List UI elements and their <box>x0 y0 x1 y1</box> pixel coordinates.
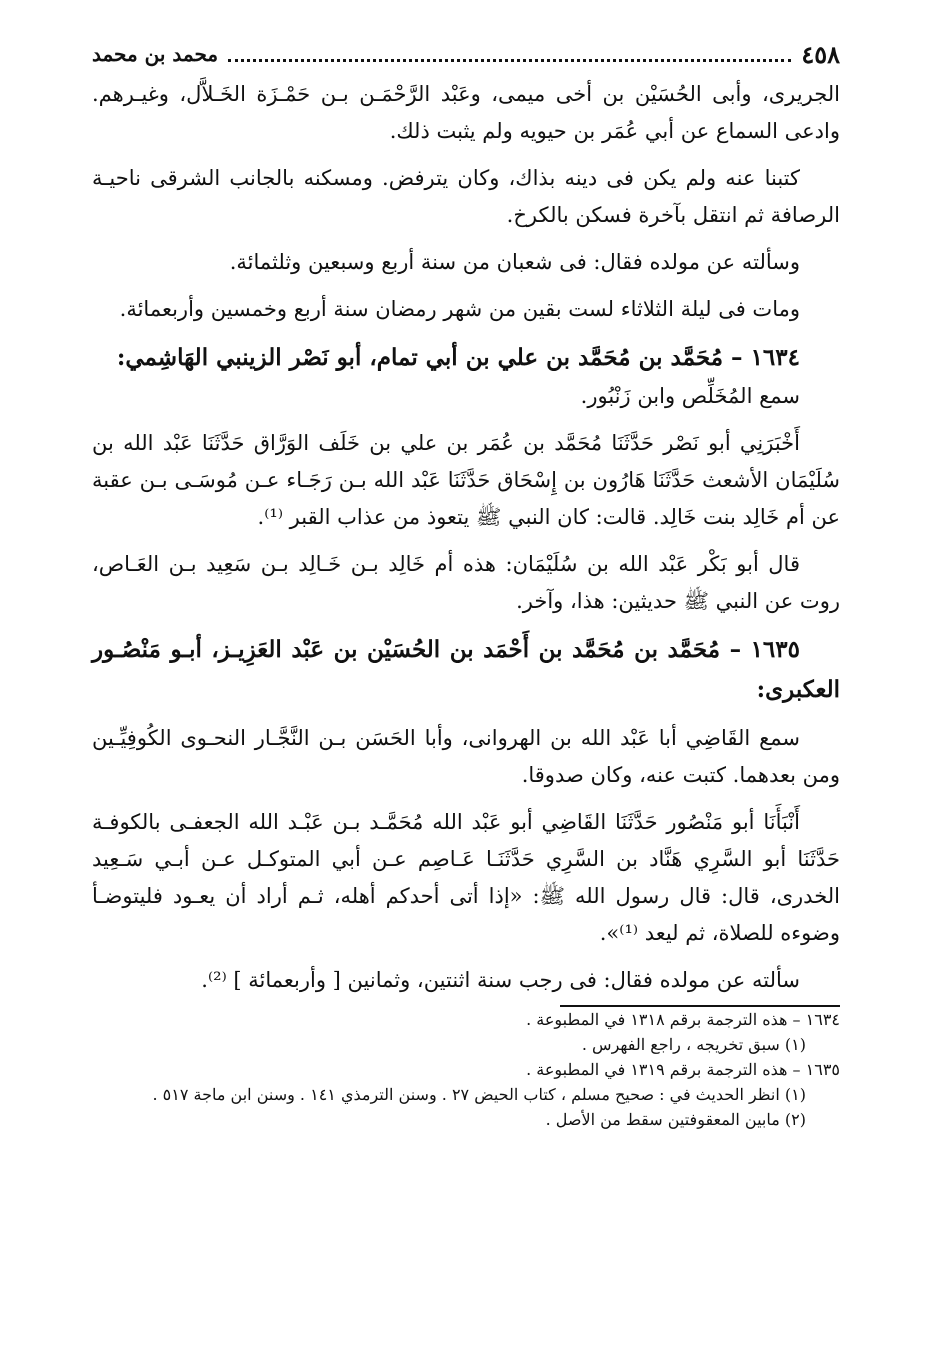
paragraph: أَخْبَرَنِي أبو نَصْر حَدَّثَنَا مُحَمَّد بن عُمَر بن علي بن خَلَف الوَرَّاق حَدَّثَنَا عَبْد الله بن سُلَيْمَان الأشعث حَدَّثَنَا هَارُون بن إِسْحَاق حَدَّثَنَا عَبْد الله بـن رَجَـاء عـن مُوسَـى بـن عقبة عن أم خَالِد بنت خَالِد. قالت: كان النبي ﷺ يتعوذ من عذاب القبر ⁽¹⁾. <box>92 431 840 529</box>
footnote: (١) انظر الحديث في : صحيح مسلم ، كتاب الحيض ٢٧ . وسنن الترمذي ١٤١ . وسنن ابن ماجة ٥١٧ . <box>152 1085 806 1104</box>
footnotes <box>92 1007 840 1132</box>
paragraph: وسألته عن مولده فقال: فى شعبان من سنة أربع وسبعين وثلثمائة. <box>229 250 800 274</box>
header-dot-leader <box>228 59 791 62</box>
entry-heading-1634: ١٦٣٤ – مُحَمَّد بن مُحَمَّد بن علي بن أبي تمام، أبو نَصْر الزينبي الهَاشِمي: <box>116 344 800 371</box>
paragraph: سمع المُخَلِّص وابن زَنْبُور. <box>580 384 800 408</box>
paragraph: كتبنا عنه ولم يكن فى دينه بذاك، وكان يترفض. ومسكنه بالجانب الشرقى ناحيـة الرصافة ثم انتقل بآخرة فسكن بالكرخ. <box>92 166 840 227</box>
paragraph: أَنْبَأَنَا أبو مَنْصُور حَدَّثَنَا القَاضِي أبو عَبْد الله مُحَمَّـد بـن عَبْـد الله الجعفـى بالكوفـة حَدَّثَنَا أبو السَّرِي هَنَّاد بن السَّرِي حَدَّثَنَـا عَـاصِم عـن أبي المتوكـل عـن أبـي سَـعِيد الخدرى، قال: قال رسول الله ﷺ: «إذا أتى أحدكم أهله، ثـم أراد أن يعـود فليتوضـأ وضوءه للصلاة، ثم ليعد ⁽¹⁾». <box>92 810 840 945</box>
footnote: (١) سبق تخريجه ، راجع الفهرس . <box>581 1035 806 1054</box>
running-title: محمد بن محمد <box>92 42 219 66</box>
paragraph: ومات فى ليلة الثلاثاء لست بقين من شهر رمضان سنة أربع وخمسين وأربعمائة. <box>119 297 800 321</box>
paragraph: سمع القَاضِي أبا عَبْد الله بن الهروانى، وأبا الحَسَن بـن النَّجَّـار النحـوى الكُوفِيِّـين ومن بعدهما. كتبت عنه، وكان صدوقا. <box>92 726 840 787</box>
page-number: ٤٥٨ <box>801 39 840 69</box>
paragraph: الجريرى، وأبى الحُسَيْن بن أخى ميمى، وعَبْد الرَّحْمَـن بـن حَمْـزَة الخَـلاَّل، وغيـرهم. وادعى السماع عن أبي عُمَر بن حيويه ولم يثبت ذلك. <box>92 82 840 143</box>
document-page <box>92 38 840 1132</box>
footnote: ١٦٣٥ – هذه الترجمة برقم ١٣١٩ في المطبوعة . <box>526 1060 840 1079</box>
footnote: ١٦٣٤ – هذه الترجمة برقم ١٣١٨ في المطبوعة . <box>526 1010 840 1029</box>
paragraph: سألته عن مولده فقال: فى رجب سنة اثنتين، وثمانين [ وأربعمائة ] ⁽²⁾. <box>201 968 800 992</box>
paragraph: قال أبو بَكْر عَبْد الله بن سُلَيْمَان: هذه أم خَالِد بـن خَـالِد بـن سَعِيد بـن العَـاص، روت عن النبي ﷺ حديثين: هذا، وآخر. <box>92 552 840 613</box>
entry-heading-1635: ١٦٣٥ – مُحَمَّد بن مُحَمَّد بن أَحْمَد بن الحُسَيْن بن عَبْد العَزِيـز، أبـو مَنْصُـور العكبرى: <box>92 636 840 703</box>
footnote: (٢) مابين المعقوفتين سقط من الأصل . <box>545 1110 806 1129</box>
page-header <box>92 38 840 70</box>
